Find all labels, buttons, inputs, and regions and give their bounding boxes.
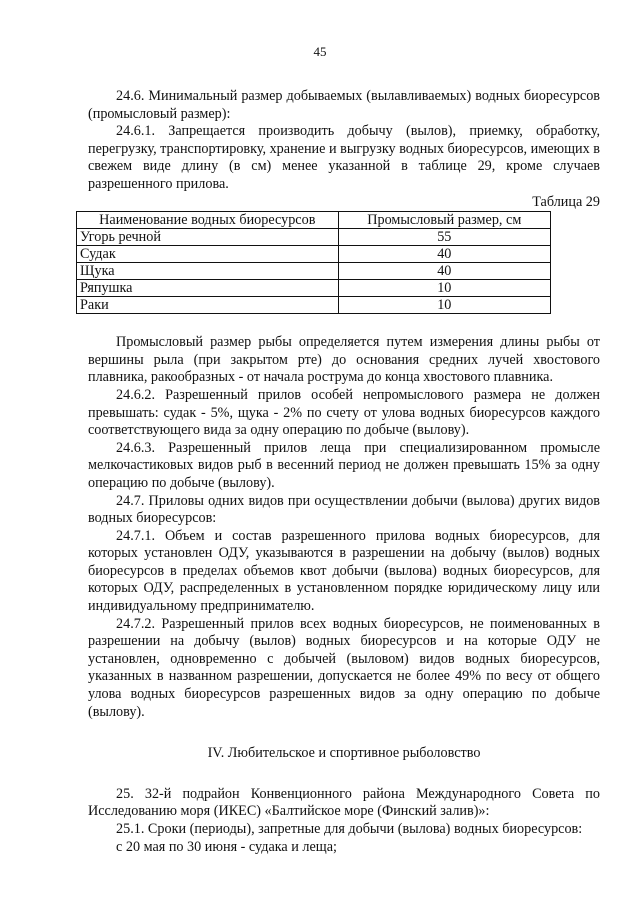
table-cell-size: 40 [338,263,550,280]
table-cell-size: 40 [338,246,550,263]
table-cell-size: 10 [338,297,550,314]
table-header-size: Промысловый размер, см [338,212,550,229]
paragraph-period: с 20 мая по 30 июня - судака и леща; [116,838,337,855]
paragraph-24-7: 24.7. Приловы одних видов при осуществлении добычи (вылова) других видов водных биоресурсов: [88,492,600,527]
table-row [77,297,551,314]
paragraph-24-6-3: 24.6.3. Разрешенный прилов леща при специализированном промысле мелкочастиковых видов рыб в весенний период не должен превышать 15% за одну операцию по добыче (вылову). [88,439,600,491]
table-cell-species: Раки [77,297,339,314]
table-cell-species: Угорь речной [77,229,339,246]
table-header-row [77,212,551,229]
table-row [77,229,551,246]
fish-size-table [76,211,551,314]
table-cell-size: 55 [338,229,550,246]
paragraph-25: 25. 32-й подрайон Конвенционного района Международного Совета по Исследованию моря (ИКЕС) «Балтийское море (Финский залив)»: [88,785,600,820]
section-heading: IV. Любительское и спортивное рыболовство [207,745,481,762]
paragraph-measurement: Промысловый размер рыбы определяется путем измерения длины рыбы от вершины рыла (при закрытом рте) до основания средних лучей хвостового плавника, ракообразных - от начала рострума до конца хвостового плавника. [88,334,600,386]
paragraph-24-7-2: 24.7.2. Разрешенный прилов всех водных биоресурсов, не поименованных в разрешении на добычу (вылов) водных биоресурсов и на которые ОДУ не установлен, одновременно с добычей (выловом) видов водных биоресурсов, указанных в названном разрешении, допускается не более 49% по весу от общего улова водных биоресурсов разрешенных видов за одну операцию по добыче (вылову). [88,615,600,720]
table-row [77,246,551,263]
table-cell-size: 10 [338,280,550,297]
paragraph-24-6: 24.6. Минимальный размер добываемых (вылавливаемых) водных биоресурсов (промысловый размер): [88,88,600,122]
table-cell-species: Судак [77,246,339,263]
table-cell-species: Щука [77,263,339,280]
document-body [80,88,600,856]
page-number: 45 [313,44,327,59]
table-row [77,263,551,280]
paragraph-24-6-1: 24.6.1. Запрещается производить добычу (вылов), приемку, обработку, перегрузку, транспортировку, хранение и выгрузку водных биоресурсов, имеющих в свежем виде длину (в см) менее указанной в таблице 29, кроме случаев разрешенного прилова. [88,123,600,192]
table-caption: Таблица 29 [532,193,600,210]
table-cell-species: Ряпушка [77,280,339,297]
paragraph-24-7-1: 24.7.1. Объем и состав разрешенного прилова водных биоресурсов, для которых установлен ОДУ, указываются в разрешении на добычу (вылов) водных биоресурсов в пределах объемов квот добычи (вылова) водных биоресурсов, для которых ОДУ, распределенных в установленном порядке юридическому лицу или индивидуальному предпринимателю. [88,527,600,615]
paragraph-25-1: 25.1. Сроки (периоды), запретные для добычи (вылова) водных биоресурсов: [116,821,583,837]
table-header-name: Наименование водных биоресурсов [77,212,339,229]
paragraph-24-6-2: 24.6.2. Разрешенный прилов особей непромыслового размера не должен превышать: судак - 5%, щука - 2% по счету от улова водных биоресурсов каждого соответствующего вида за одну операцию по добыче (вылову). [88,386,600,439]
table-row [77,280,551,297]
